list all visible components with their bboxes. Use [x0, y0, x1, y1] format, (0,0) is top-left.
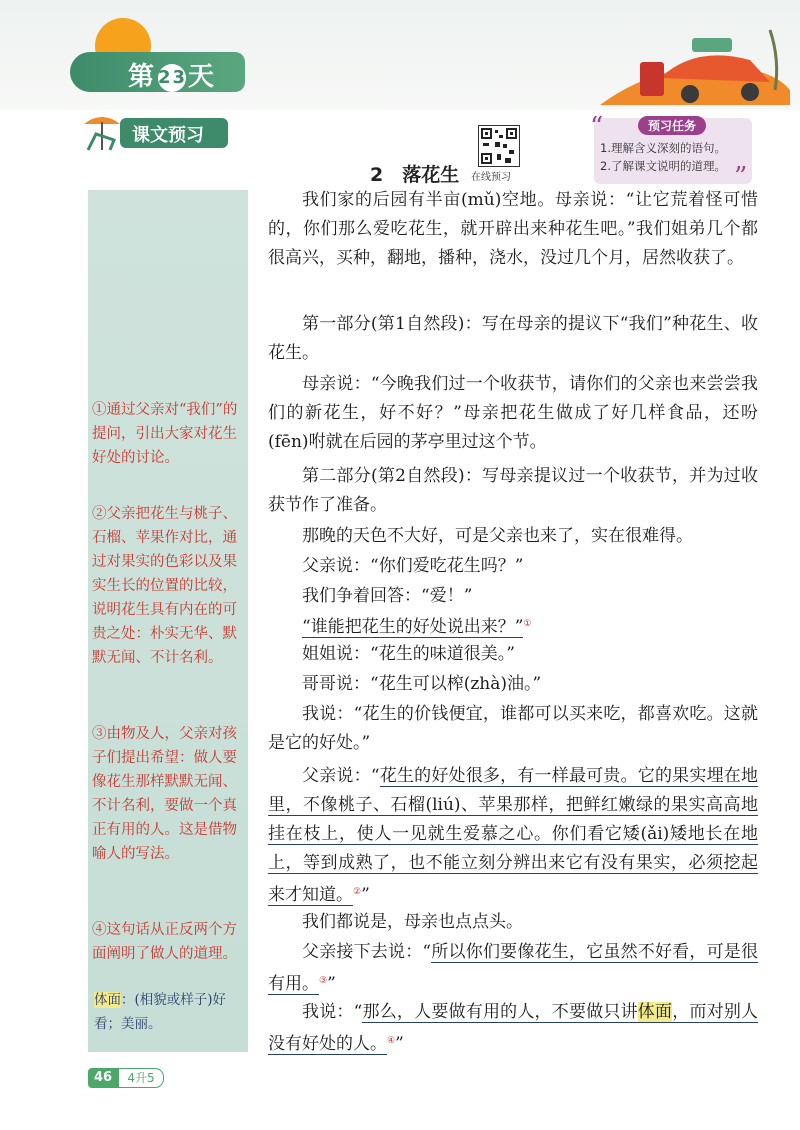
preview-task-item: 2.了解课文说明的道理。: [600, 159, 726, 173]
lesson-title: 2 落花生: [370, 164, 460, 186]
definition-text: ：(相貌或样子)好看；美丽。: [94, 992, 227, 1032]
underlined-passage: 所以你们要像花生，它虽然不好看，可是很有用。: [268, 942, 758, 994]
paragraph-14: [268, 938, 758, 999]
paragraph-15: [268, 998, 758, 1059]
word-definition: [94, 988, 244, 1036]
underlined-question: “谁能把花生的好处说出来？”: [302, 617, 524, 637]
annotation-note-3: ③由物及人，父亲对孩子们提出希望：做人要像花生那样默默无闻、不计名利，要做一个真正有用的人。这是借物喻人的写法。: [92, 726, 237, 862]
underlined-passage: ，而对别人没有好处的人。: [268, 1002, 759, 1054]
paragraph-2-summary: 第一部分(第1自然段)：写在母亲的提议下“我们”种花生、收花生。: [268, 314, 758, 363]
page-number: 46: [88, 1068, 118, 1088]
close-quote-icon: ”: [734, 162, 748, 192]
preview-task-title: 预习任务: [638, 116, 706, 135]
open-quote-icon: “: [590, 112, 604, 142]
paragraph-11: 我说：“花生的价钱便宜，谁都可以买来吃，都喜欢吃。这就是它的好处。”: [268, 704, 758, 753]
grade-label: 4升5: [118, 1068, 164, 1088]
paragraph-12-lead: 父亲说：“: [302, 766, 380, 786]
section-tag-label: 课文预习: [132, 125, 204, 146]
note-marker-3: ③: [319, 976, 328, 986]
day-number: 23: [158, 64, 186, 92]
paragraph-4-summary: 第二部分(第2自然段)：写母亲提议过一个收获节，并为过收获节作了准备。: [268, 466, 758, 515]
paragraph-9: 姐姐说：“花生的味道很美。”: [302, 644, 515, 664]
paragraph-14-end: ”: [327, 974, 336, 994]
paragraph-7: 我们争着回答：“爱！”: [302, 586, 473, 606]
day-title: [128, 56, 216, 93]
qr-label: 在线预习: [471, 172, 511, 183]
note-marker-4: ④: [387, 1036, 396, 1046]
qr-code-icon[interactable]: [478, 125, 520, 167]
paragraph-12-end: ”: [361, 885, 370, 905]
annotation-note-4: ④这句话从正反两个方面阐明了做人的道理。: [92, 922, 237, 962]
highlighted-word: 体面: [637, 1002, 673, 1022]
travel-car-illustration: [600, 20, 790, 105]
note-marker-2: ②: [353, 887, 362, 897]
paragraph-1: 我们家的后园有半亩(mǔ)空地。母亲说：“让它荒着怪可惜的，你们那么爱吃花生，就开辟出来种花生吧。”我们姐弟几个都很高兴，买种，翻地，播种，浇水，没过几个月，居然收获了。: [268, 190, 758, 268]
paragraph-10: 哥哥说：“花生可以榨(zhà)油。”: [302, 674, 542, 694]
annotation-note-2: ②父亲把花生与桃子、石榴、苹果作对比，通过对果实的色彩以及果实生长的位置的比较，说明花生具有内在的可贵之处：朴实无华、默默无闻、不计名利。: [92, 506, 237, 666]
definition-term: 体面: [94, 992, 121, 1008]
paragraph-14-lead: 父亲接下去说：“: [302, 942, 432, 962]
paragraph-6: 父亲说：“你们爱吃花生吗？”: [302, 556, 524, 576]
day-suffix: 天: [188, 62, 217, 92]
annotation-note-1: ①通过父亲对“我们”的提问，引出大家对花生好处的讨论。: [92, 402, 238, 466]
preview-task-box: [590, 112, 752, 192]
section-tag: [80, 118, 230, 148]
paragraph-3: 母亲说：“今晚我们过一个收获节，请你们的父亲也来尝尝我们的新花生，好不好？”母亲把花生做成了好几样食品，还吩(fēn)咐就在后园的茅亭里过这个节。: [268, 374, 758, 452]
paragraph-12: [268, 762, 758, 910]
paragraph-15-end: ”: [395, 1034, 404, 1054]
preview-task-item: 1.理解含义深刻的语句。: [600, 141, 726, 155]
page-header: [0, 0, 800, 110]
note-marker-1: ①: [523, 619, 532, 629]
day-prefix: 第: [128, 62, 157, 92]
paragraph-15-lead: 我说：“: [302, 1002, 363, 1022]
paragraph-5: 那晚的天色不大好，可是父亲也来了，实在很难得。: [302, 526, 693, 546]
underlined-passage: 那么，人要做有用的人，不要做只讲: [362, 1002, 638, 1022]
beach-chair-icon: [80, 114, 124, 152]
paragraph-8: [268, 610, 758, 642]
underlined-passage: 花生的好处很多，有一样最可贵。它的果实埋在地里，不像桃子、石榴(liú)、苹果那样，把鲜红嫩绿的果实高高地挂在枝上，使人一见就生爱慕之心。你们看它矮(ǎi)矮地长在地上，等到成熟了，也不能立刻分辨出来它有没有果实，必须挖起来才知道。: [268, 766, 758, 905]
paragraph-13: 我们都说是，母亲也点点头。: [302, 912, 523, 932]
